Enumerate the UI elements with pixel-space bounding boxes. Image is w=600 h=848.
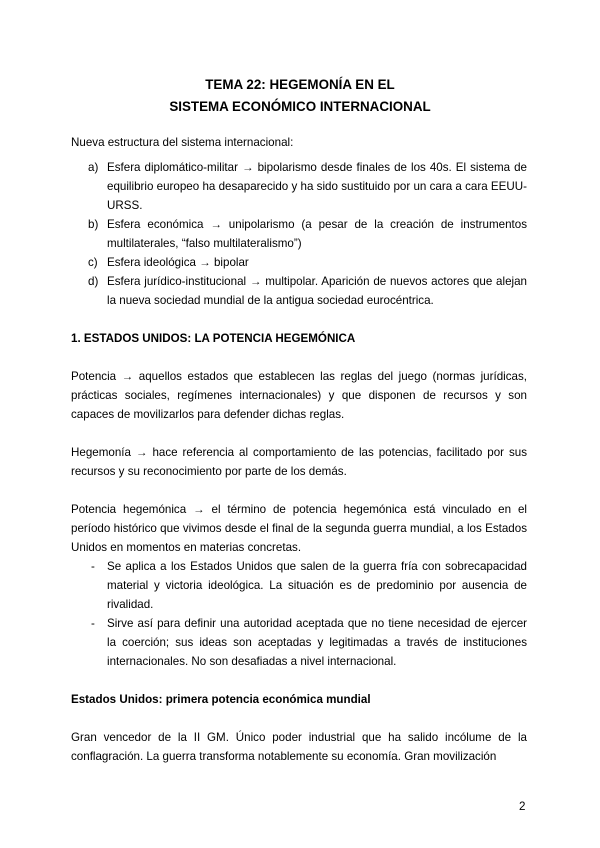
list-item: [71, 253, 527, 272]
list-item-text: Se aplica a los Estados Unidos que salen de la guerra fría con sobrecapacidad material y victoria ideológica. La situación es de predominio por ausencia de rivalidad.: [107, 560, 527, 611]
list-item-text: Esfera jurídico-institucional → multipolar. Aparición de nuevos actores que alejan la nueva sociedad mundial de la antigua sociedad eurocéntrica.: [107, 275, 527, 307]
paragraph-potencia: Potencia → aquellos estados que establecen las reglas del juego (normas jurídicas, prácticas sociales, regímenes internacionales) y que disponen de recursos y son capaces de movilizarlos para defender dichas reglas.: [71, 370, 527, 421]
document-title: [0, 74, 600, 118]
paragraph-potencia-hegemonica: Potencia hegemónica → el término de potencia hegemónica está vinculado en el período histórico que vivimos desde el final de la segunda guerra mundial, a los Estados Unidos en momentos en materias concretas.: [71, 503, 527, 554]
list-item-text: Sirve así para definir una autoridad aceptada que no tiene necesidad de ejercer la coerción; sus ideas son aceptadas y legitimadas a través de instituciones internacionales. No son desafiadas a nivel internacional.: [107, 617, 527, 668]
intro-lead: Nueva estructura del sistema internacional:: [71, 136, 294, 149]
title-line-2: SISTEMA ECONÓMICO INTERNACIONAL: [169, 99, 431, 114]
list-marker: -: [91, 560, 95, 573]
list-item: [71, 215, 527, 253]
list-marker: d): [88, 275, 99, 288]
list-item: [71, 557, 527, 614]
paragraph-hegemonia: Hegemonía → hace referencia al comportamiento de las potencias, facilitado por sus recursos y su reconocimiento por parte de los demás.: [71, 446, 527, 478]
paragraph-gran-vencedor: Gran vencedor de la II GM. Único poder industrial que ha salido incólume de la conflagración. La guerra transforma notablemente su economía. Gran movilización: [71, 731, 527, 763]
structure-list: [71, 158, 527, 310]
bullet-list: [71, 557, 527, 671]
list-item: [71, 272, 527, 310]
list-item-text: Esfera ideológica → bipolar: [107, 256, 249, 269]
subsection-heading: Estados Unidos: primera potencia económica mundial: [71, 693, 371, 706]
list-item-text: Esfera económica → unipolarismo (a pesar de la creación de instrumentos multilaterales, “falso multilateralismo”): [107, 218, 527, 250]
title-line-1: TEMA 22: HEGEMONÍA EN EL: [205, 77, 395, 92]
list-item-text: Esfera diplomático-militar → bipolarismo desde finales de los 40s. El sistema de equilibrio europeo ha desaparecido y ha sido sustituido por un cara a cara EEUU-URSS.: [107, 161, 527, 212]
list-marker: b): [88, 218, 99, 231]
list-marker: a): [88, 161, 99, 174]
list-marker: c): [88, 256, 98, 269]
page-number: 2: [519, 800, 526, 813]
list-item: [71, 614, 527, 671]
section-heading: 1. ESTADOS UNIDOS: LA POTENCIA HEGEMÓNICA: [71, 332, 356, 345]
list-marker: -: [91, 617, 95, 630]
list-item: [71, 158, 527, 215]
document-body: [71, 133, 527, 766]
